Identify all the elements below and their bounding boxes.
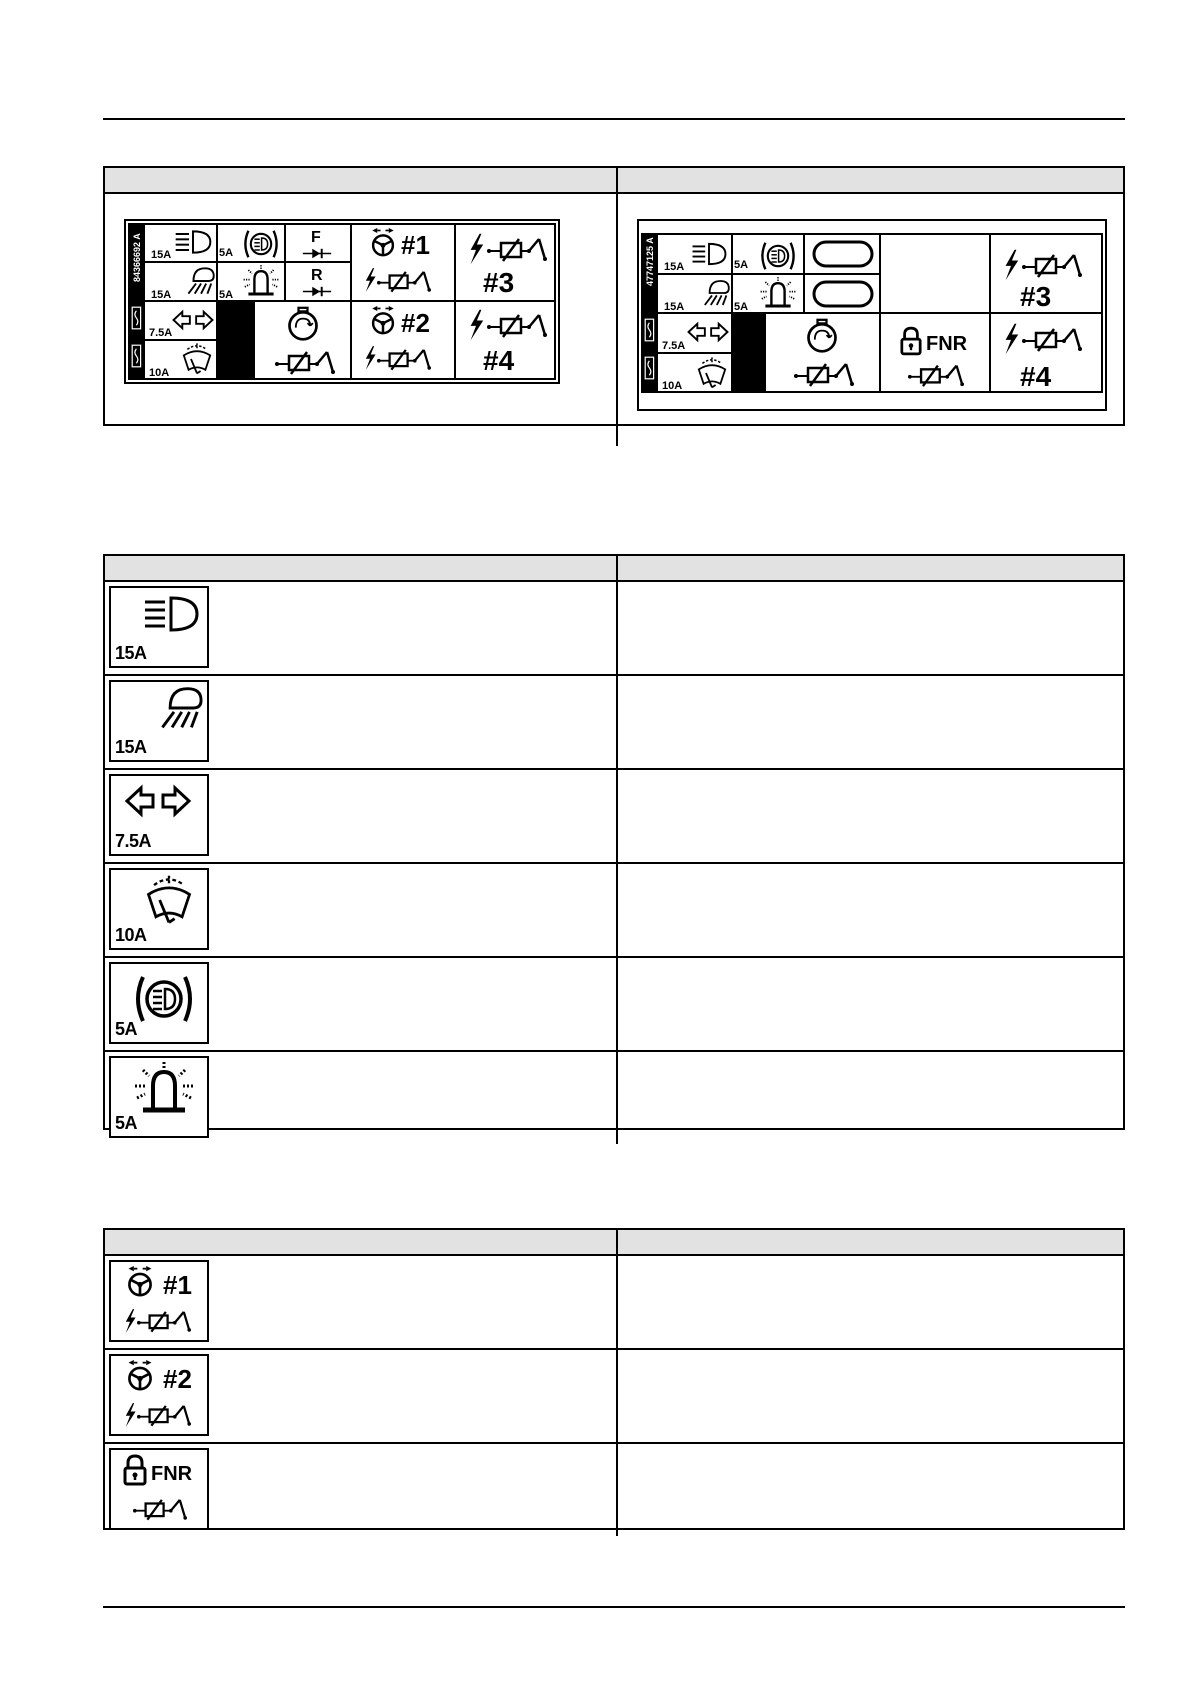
steering-relay-icon (109, 1354, 209, 1436)
svg-text:5A: 5A (219, 247, 234, 259)
header-rule (103, 118, 1125, 120)
svg-text:5A: 5A (219, 289, 234, 301)
flood-light-icon: 15A (109, 680, 209, 762)
svg-text:#3: #3 (483, 267, 515, 298)
fusebox-decal-right (618, 194, 1123, 446)
svg-text:10A: 10A (662, 380, 683, 392)
fusebox-right-diagram (618, 194, 1123, 426)
table-header (105, 1230, 1123, 1256)
svg-text:#1: #1 (401, 230, 430, 260)
svg-text:15A: 15A (664, 261, 685, 273)
wiper-icon: 10A (109, 868, 209, 950)
table-header (105, 556, 1123, 582)
fusebox-decal-left (105, 194, 618, 446)
table-row (105, 958, 1123, 1052)
svg-text:7.5A: 7.5A (149, 327, 173, 339)
table-row (105, 1256, 1123, 1350)
fnr-lock-relay-icon (109, 1448, 209, 1530)
fusebox-left-diagram (105, 194, 616, 426)
table-row (105, 1444, 1123, 1536)
fuse-identification-table (103, 554, 1125, 1133)
table-row (105, 770, 1123, 864)
svg-text:FNR: FNR (151, 1463, 193, 1485)
table-row (105, 1052, 1123, 1144)
part-number-left: 84366692 A (132, 233, 142, 282)
svg-text:5A: 5A (734, 301, 749, 313)
svg-text:15A: 15A (151, 289, 172, 301)
svg-text:#2: #2 (401, 308, 430, 338)
svg-text:#2: #2 (163, 1364, 192, 1394)
fusebox-decal-table (103, 166, 1125, 426)
footer-rule (103, 1606, 1125, 1608)
work-light-icon: 15A (109, 586, 209, 668)
table-row (105, 582, 1123, 676)
svg-text:#1: #1 (163, 1270, 192, 1300)
table-row (105, 864, 1123, 958)
parking-light-icon: 5A (109, 962, 209, 1044)
table-row (105, 676, 1123, 770)
table-header (105, 168, 1123, 194)
svg-text:10A: 10A (149, 367, 170, 379)
svg-text:15A: 15A (664, 301, 685, 313)
relay-identification-table (103, 1228, 1125, 1530)
steering-relay-icon (109, 1260, 209, 1342)
svg-text:R: R (311, 267, 323, 284)
beacon-icon: 5A (109, 1056, 209, 1138)
part-number-right: 47747125 A (645, 237, 655, 286)
svg-text:#4: #4 (1020, 361, 1052, 392)
svg-text:#3: #3 (1020, 281, 1052, 312)
svg-text:5A: 5A (734, 259, 749, 271)
svg-text:F: F (311, 229, 321, 246)
svg-text:7.5A: 7.5A (662, 340, 686, 352)
svg-text:15A: 15A (151, 249, 172, 261)
svg-text:FNR: FNR (926, 333, 968, 355)
svg-text:#4: #4 (483, 345, 515, 376)
table-row (105, 1350, 1123, 1444)
turn-indicator-icon: 7.5A (109, 774, 209, 856)
